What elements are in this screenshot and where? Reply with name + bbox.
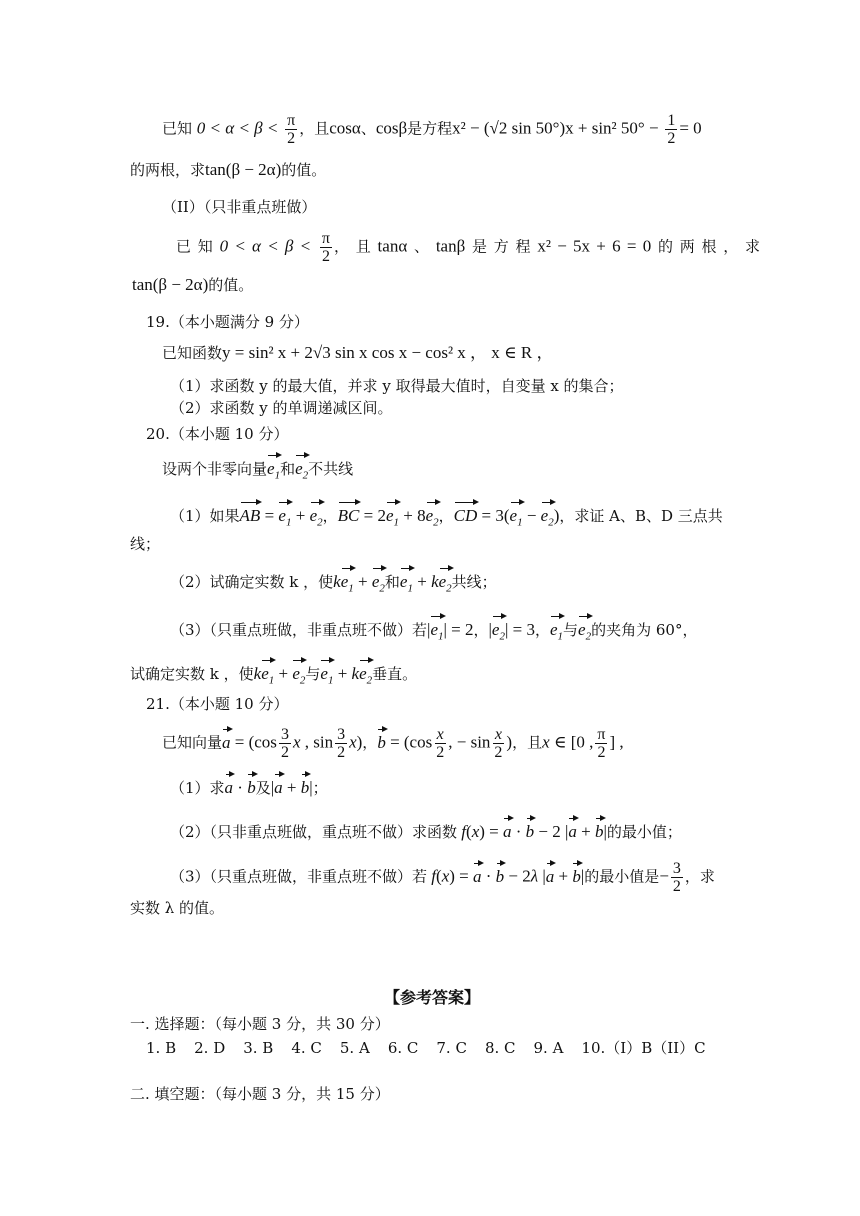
answer-item: 5. A [339, 1039, 370, 1057]
answers-section1: 一. 选择题：（每小题 3 分，共 30 分） [130, 1015, 390, 1033]
q21-item3: （3）（只重点班做，非重点班不做）若 f(x) = a · b − 2λ |a + b|的最小值是− $\frac{3}{2}$ ，求 [170, 860, 715, 895]
q20-heading: 20.（本小题 10 分） [146, 425, 289, 443]
answer-item: 4. C [291, 1039, 322, 1057]
q19-item1: （1）求函数 y 的最大值，并求 y 取得最大值时，自变量 x 的集合； [170, 377, 624, 395]
q19-item2: （2）求函数 y 的单调递减区间。 [170, 399, 393, 417]
q20-item3: （3）（只重点班做，非重点班不做）若$|e_1| = 2$，$|e_2| = 3$，$e_1$与$e_2$的夹角为 60°， [170, 614, 697, 646]
q18-condition: 0 < α < β < [196, 118, 279, 138]
pi-over-2-fraction: $\frac{\pi}{2}$ [287, 112, 296, 147]
answer-item: 7. C [436, 1039, 467, 1057]
q20-item1: （1）如果AB = $e_1 + e_2$，BC = $2e_1 + 8e_2$，CD = $3(e_1 - e_2)$，求证 A、B、D 三点共 [170, 500, 723, 532]
q20-item2: （2）试确定实数 k ，使$ke_1 + e_2$和$e_1 + ke_2$共线； [170, 566, 497, 598]
answers-section2: 二. 填空题：（每小题 3 分，共 15 分） [130, 1085, 390, 1103]
q20-item3-wrap: 试确定实数 k ，使$ke_1 + e_2$与$e_1 + ke_2$垂直。 [130, 658, 417, 690]
q18-line1: 已知 0 < α < β < $\frac{\pi}{2}$ ，且cosα、cosβ是方程x² − (√2 sin 50°)x + sin² 50° − $\frac{1}{2}$ = 0 [162, 112, 702, 147]
answer-item: 9. A [533, 1039, 564, 1057]
q19-heading: 19.（本小题满分 9 分） [146, 313, 309, 331]
q21-item2: （2）（只非重点班做，重点班不做）求函数 f(x) = a · b − 2 |a + b|的最小值； [170, 816, 682, 842]
q18-part2-line1: 已 知 0 < α < β < $\frac{\pi}{2}$ ， 且 tanα 、 tanβ 是 方 程 x² − 5x + 6 = 0 的 两 根 ， 求 [176, 230, 761, 265]
half-fraction: $\frac{1}{2}$ [667, 112, 676, 147]
q21-heading: 21.（本小题 10 分） [146, 695, 289, 713]
answers-title: 【参考答案】 [384, 988, 481, 1007]
q21-stem: 已知向量a = (cos $\frac{3}{2}$ x , sin $\frac{3}{2}$ x)，b = (cos $\frac{x}{2}$ , − sin $\frac{x}{2}$ )，且x ∈ [0 , $\frac{\pi}{2}$ ] , [162, 726, 624, 761]
q18-equation: x² − (√2 sin 50°)x + sin² 50° − [452, 118, 659, 138]
answer-item: 10.（I）B（II）C [581, 1039, 706, 1057]
answer-item: 6. C [387, 1039, 419, 1057]
pi-over-2-fraction-2: $\frac{\pi}{2}$ [321, 230, 330, 265]
q19-stem: 已知函数y = sin² x + 2√3 sin x cos x − cos² x ， x ∈ R ， [162, 343, 554, 362]
q21-item3-wrap: 实数 λ 的值。 [130, 899, 225, 917]
answer-item: 1. B [146, 1039, 177, 1057]
answer-item: 3. B [243, 1039, 274, 1057]
q18-line2: 的两根，求tan(β − 2α)的值。 [130, 160, 327, 179]
answer-item: 8. C [484, 1039, 516, 1057]
q20-item1-wrap: 线； [130, 535, 161, 553]
answer-item: 2. D [194, 1039, 226, 1057]
q20-stem: 设两个非零向量$e_1$和$e_2$不共线 [162, 453, 353, 485]
q18-part2-line2: tan(β − 2α)的值。 [132, 275, 254, 294]
q18-part2-label: （II）（只非重点班做） [162, 198, 317, 216]
answers-choices [146, 1038, 724, 1058]
q21-item1: （1）求a · b及|a + b|； [170, 772, 328, 798]
